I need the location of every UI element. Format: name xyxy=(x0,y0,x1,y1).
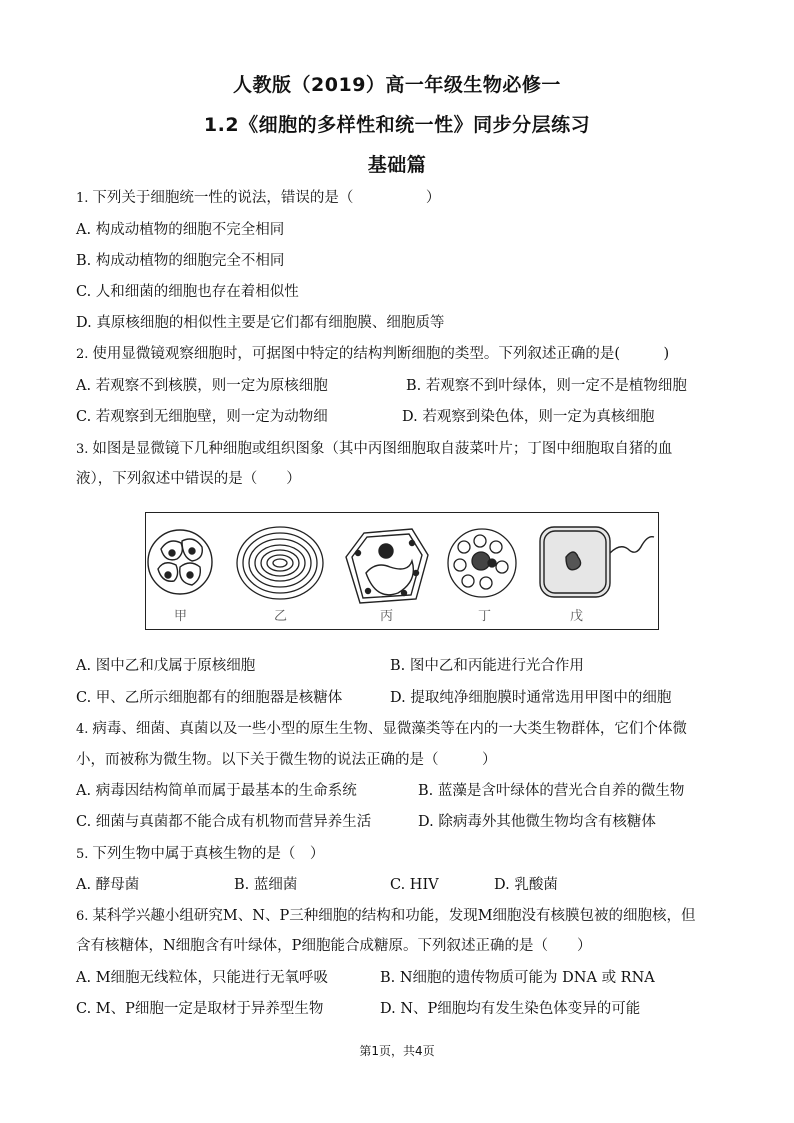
q2-option-c: C. 若观察到无细胞壁，则一定为动物细 xyxy=(76,409,328,425)
question-text: 病毒、细菌、真菌以及一些小型的原生生物、显微藻类等在内的一大类生物群体，它们个体微 xyxy=(92,721,687,737)
q6-option-d: D. N、P细胞均有发生染色体变异的可能 xyxy=(380,1001,641,1017)
q3-option-a: A. 图中乙和戊属于原核细胞 xyxy=(76,658,256,674)
question-3-stem-line2: 液），下列叙述中错误的是（ ） xyxy=(76,471,301,487)
q5-option-c: C. HIV xyxy=(390,877,439,893)
q5-option-b: B. 蓝细菌 xyxy=(234,877,298,893)
question-6-stem-line1 xyxy=(76,906,696,927)
q6-option-c: C. M、P细胞一定是取材于异养型生物 xyxy=(76,1001,324,1017)
q4-option-c: C. 细菌与真菌都不能合成有机物而营异养生活 xyxy=(76,814,372,830)
question-3-stem-line1 xyxy=(76,439,672,460)
q3-option-c: C. 甲、乙所示细胞都有的细胞器是核糖体 xyxy=(76,690,343,706)
q1-option-d: D. 真原核细胞的相似性主要是它们都有细胞膜、细胞质等 xyxy=(76,315,445,331)
page-footer: 第1页，共4页 xyxy=(359,1044,435,1058)
question-text: 下列生物中属于真核生物的是（ ） xyxy=(92,846,325,862)
q5-option-a: A. 酵母菌 xyxy=(76,877,140,893)
cell-figure xyxy=(145,512,659,630)
cell-ding-drawing xyxy=(448,529,516,597)
cell-wu-drawing xyxy=(540,527,654,597)
question-text: 如图是显微镜下几种细胞或组织图象（其中丙图细胞取自菠菜叶片；丁图中细胞取自猪的血 xyxy=(92,441,673,457)
figure-label-jia: 甲 xyxy=(174,609,188,624)
figure-label-bing: 丙 xyxy=(380,609,394,624)
question-text: 下列关于细胞统一性的说法，错误的是（ ） xyxy=(92,190,441,206)
q4-option-d: D. 除病毒外其他微生物均含有核糖体 xyxy=(418,814,656,830)
q4-option-b: B. 蓝藻是含叶绿体的营光合自养的微生物 xyxy=(418,783,685,799)
question-text: 使用显微镜观察细胞时，可据图中特定的结构判断细胞的类型。下列叙述正确的是( ) xyxy=(92,346,670,362)
q1-option-c: C. 人和细菌的细胞也存在着相似性 xyxy=(76,284,299,300)
question-number: 1. xyxy=(76,191,89,206)
q2-option-d: D. 若观察到染色体，则一定为真核细胞 xyxy=(402,409,655,425)
q2-option-a: A. 若观察不到核膜，则一定为原核细胞 xyxy=(76,378,328,394)
page-title: 人教版（2019）高一年级生物必修一 xyxy=(233,74,561,96)
figure-label-ding: 丁 xyxy=(478,609,492,624)
section-title: 基础篇 xyxy=(367,154,427,176)
q5-option-d: D. 乳酸菌 xyxy=(494,877,558,893)
cell-bing-drawing xyxy=(346,529,428,603)
question-number: 2. xyxy=(76,347,89,362)
q3-option-d: D. 提取纯净细胞膜时通常选用甲图中的细胞 xyxy=(390,690,672,706)
q2-option-b: B. 若观察不到叶绿体，则一定不是植物细胞 xyxy=(406,378,687,394)
q3-option-b: B. 图中乙和丙能进行光合作用 xyxy=(390,658,584,674)
q1-option-a: A. 构成动植物的细胞不完全相同 xyxy=(76,222,285,238)
question-number: 4. xyxy=(76,722,89,737)
lesson-title: 1.2《细胞的多样性和统一性》同步分层练习 xyxy=(203,114,591,136)
q4-option-a: A. 病毒因结构简单而属于最基本的生命系统 xyxy=(76,783,357,799)
q6-option-a: A. M细胞无线粒体，只能进行无氧呼吸 xyxy=(76,970,329,986)
question-text: 某科学兴趣小组研究M、N、P三种细胞的结构和功能，发现M细胞没有核膜包被的细胞核，但 xyxy=(92,908,696,924)
question-5-stem xyxy=(76,844,324,865)
question-4-stem-line1 xyxy=(76,719,687,740)
question-1-stem xyxy=(76,188,440,209)
cell-jia-drawing xyxy=(148,530,212,594)
question-number: 6. xyxy=(76,909,89,924)
figure-label-wu: 戊 xyxy=(570,609,584,624)
question-number: 3. xyxy=(76,442,89,457)
q6-option-b: B. N细胞的遗传物质可能为 DNA 或 RNA xyxy=(380,970,655,986)
question-2-stem xyxy=(76,344,669,365)
q1-option-b: B. 构成动植物的细胞完全不相同 xyxy=(76,253,285,269)
question-6-stem-line2: 含有核糖体，N细胞含有叶绿体，P细胞能合成糖原。下列叙述正确的是（ ） xyxy=(76,938,592,954)
figure-label-yi: 乙 xyxy=(274,609,288,624)
cell-yi-drawing xyxy=(237,527,323,599)
question-4-stem-line2: 小，而被称为微生物。以下关于微生物的说法正确的是（ ） xyxy=(76,752,497,768)
question-number: 5. xyxy=(76,847,89,862)
